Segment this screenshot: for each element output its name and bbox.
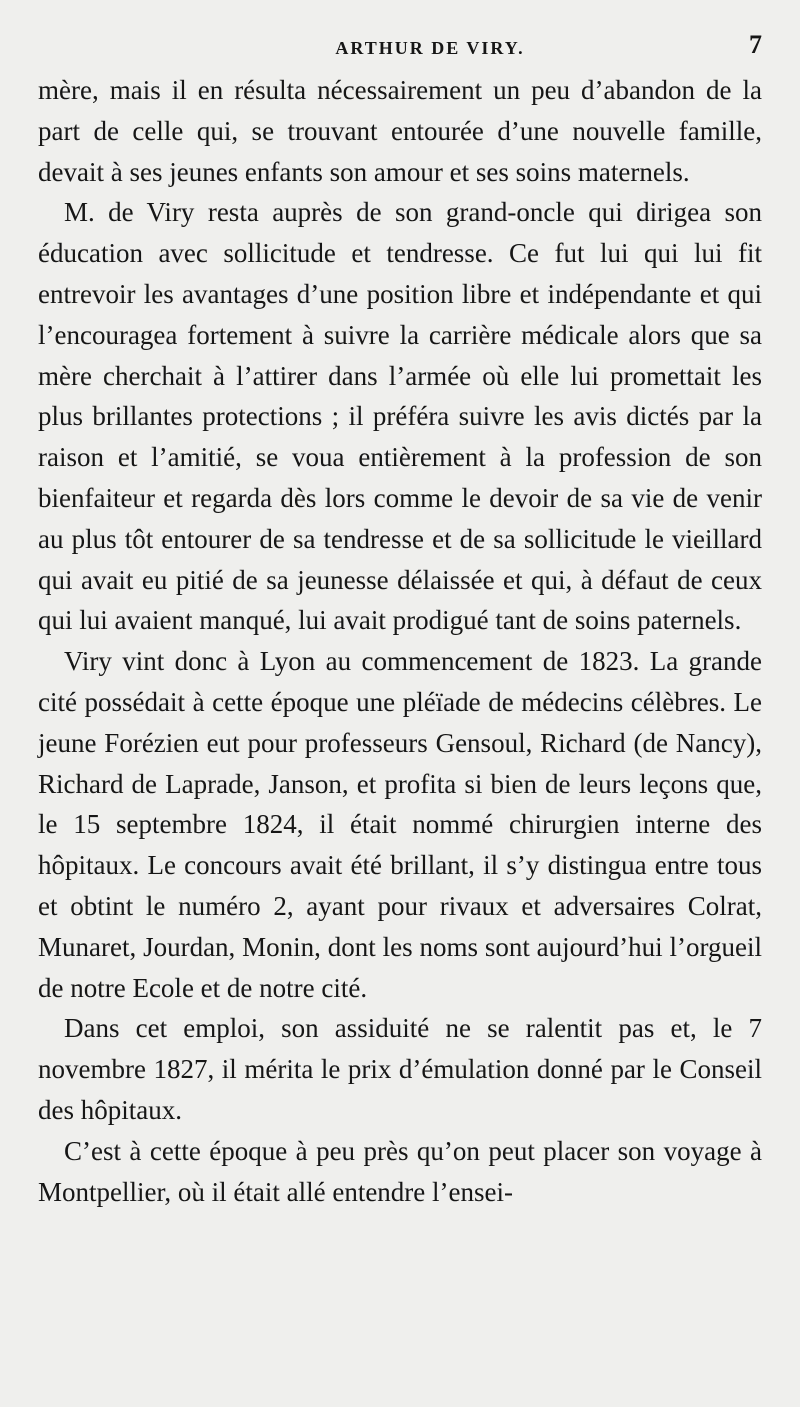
paragraph: Dans cet emploi, son assiduité ne se ralentit pas et, le 7 novembre 1827, il mérita le prix d’émulation donné par le Conseil des hôpitaux.	[38, 1013, 762, 1125]
paragraph: C’est à cette époque à peu près qu’on peut placer son voyage à Montpellier, où il était allé entendre l’ensei-	[38, 1135, 762, 1207]
body-text	[38, 70, 762, 1212]
running-head	[38, 30, 762, 76]
paragraph: Viry vint donc à Lyon au commencement de 1823. La grande cité possédait à cette époque une pléïade de médecins célèbres. Le jeune Forézien eut pour professeurs Gensoul, Richard (de Nancy), Richard de Laprade, Janson, et profita si bien de leurs leçons que, le 15 septembre 1824, il était nommé chirurgien interne des hôpitaux. Le concours avait été brillant, il s’y distingua entre tous et obtint le numéro 2, ayant pour rivaux et adversaires Colrat, Munaret, Jourdan, Monin, dont les noms sont aujourd’hui l’orgueil de notre Ecole et de notre cité.	[38, 646, 762, 1003]
paragraph: M. de Viry resta auprès de son grand-oncle qui dirigea son éducation avec sollicitude et tendresse. Ce fut lui qui lui fit entrevoir les avantages d’une position libre et indépendante et qui l’encouragea fortement à suivre la carrière médicale alors que sa mère cherchait à l’attirer dans l’armée où elle lui promettait les plus brillantes protections ; il préféra suivre les avis dictés par la raison et l’amitié, se voua entièrement à la profession de son bienfaiteur et regarda dès lors comme le devoir de sa vie de venir au plus tôt entourer de sa tendresse et de sa sollicitude le vieillard qui avait eu pitié de sa jeunesse délaissée et qui, à défaut de ceux qui lui avaient manqué, lui avait prodigué tant de soins paternels.	[38, 197, 762, 636]
paragraph-continuation: mère, mais il en résulta nécessairement un peu d’abandon de la part de celle qui, se trouvant entourée d’une nouvelle famille, devait à ses jeunes enfants son amour et ses soins maternels.	[38, 75, 762, 187]
page-number: 7	[749, 30, 762, 59]
running-title: ARTHUR DE VIRY.	[335, 38, 525, 58]
